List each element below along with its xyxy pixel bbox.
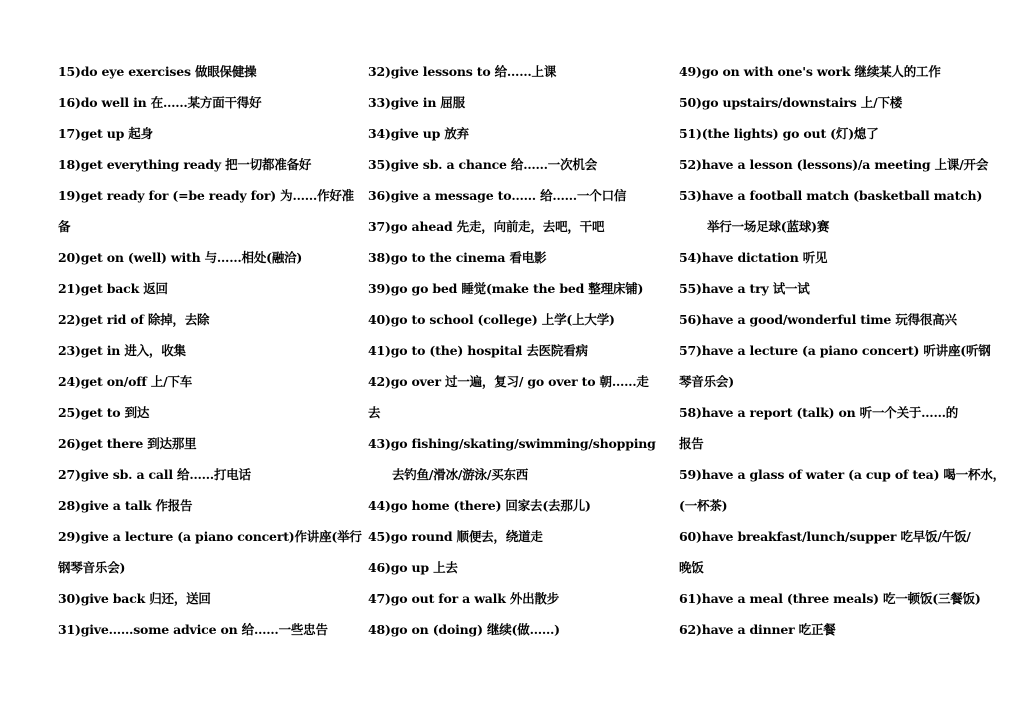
phrase-line: 17)get up 起身 <box>58 126 153 141</box>
phrase-line: 27)give sb. a call 给……打电话 <box>58 467 251 482</box>
phrase-line: 35)give sb. a chance 给……一次机会 <box>368 157 598 172</box>
phrase-line: 15)do eye exercises 做眼保健操 <box>58 64 257 79</box>
phrase-line: 48)go on (doing) 继续(做……) <box>368 622 560 637</box>
phrase-line: 60)have breakfast/lunch/supper 吃早饭/午饭/ <box>679 529 971 544</box>
phrase-line: 26)get there 到达那里 <box>58 436 197 451</box>
phrase-line: 57)have a lecture (a piano concert) 听讲座(听钢 <box>679 343 991 358</box>
phrase-line: 55)have a try 试一试 <box>679 281 810 296</box>
phrase-line: 51)(the lights) go out (灯)熄了 <box>679 126 879 141</box>
phrase-line: 53)have a football match (basketball match) <box>679 188 983 203</box>
phrase-line: 36)give a message to…… 给……一个口信 <box>368 188 627 203</box>
phrase-line: 30)give back 归还，送回 <box>58 591 211 606</box>
phrase-line: 40)go to school (college) 上学(上大学) <box>368 312 615 327</box>
phrase-line: 28)give a talk 作报告 <box>58 498 193 513</box>
phrase-line: 37)go ahead 先走，向前走，去吧，干吧 <box>368 219 605 234</box>
phrase-line: 25)get to 到达 <box>58 405 150 420</box>
phrase-line: 去钓鱼/滑冰/游泳/买东西 <box>392 467 529 482</box>
phrase-line: 晚饭 <box>679 560 704 575</box>
phrase-line: 钢琴音乐会) <box>58 560 126 575</box>
phrase-line: 56)have a good/wonderful time 玩得很高兴 <box>679 312 957 327</box>
phrase-line: 31)give……some advice on 给……一些忠告 <box>58 622 328 637</box>
phrase-line: 琴音乐会) <box>679 374 734 389</box>
phrase-line: 59)have a glass of water (a cup of tea) 喝一杯水， <box>679 467 1005 482</box>
phrase-line: 21)get back 返回 <box>58 281 168 296</box>
phrase-line: 备 <box>58 219 71 234</box>
phrase-line: 22)get rid of 除掉，去除 <box>58 312 210 327</box>
phrase-line: 52)have a lesson (lessons)/a meeting 上课/开会 <box>679 157 989 172</box>
phrase-line: (一杯茶) <box>679 498 728 513</box>
phrase-line: 41)go to (the) hospital 去医院看病 <box>368 343 588 358</box>
phrase-line: 18)get everything ready 把一切都准备好 <box>58 157 312 172</box>
phrase-line: 50)go upstairs/downstairs 上/下楼 <box>679 95 903 110</box>
phrase-line: 54)have dictation 听见 <box>679 250 828 265</box>
phrase-line: 报告 <box>679 436 704 451</box>
phrase-line: 24)get on/off 上/下车 <box>58 374 193 389</box>
phrase-line: 23)get in 进入，收集 <box>58 343 186 358</box>
phrase-line: 20)get on (well) with 与……相处(融洽) <box>58 250 303 265</box>
phrase-line: 42)go over 过一遍，复习/ go over to 朝……走 <box>368 374 649 389</box>
phrase-line: 47)go out for a walk 外出散步 <box>368 591 560 606</box>
phrase-line: 49)go on with one's work 继续某人的工作 <box>679 64 941 79</box>
phrase-line: 16)do well in 在……某方面干得好 <box>58 95 262 110</box>
phrase-line: 43)go fishing/skating/swimming/shopping <box>368 436 656 451</box>
phrase-line: 19)get ready for (=be ready for) 为……作好准 <box>58 188 354 203</box>
phrase-line: 33)give in 屈服 <box>368 95 465 110</box>
phrase-line: 38)go to the cinema 看电影 <box>368 250 547 265</box>
phrase-line: 29)give a lecture (a piano concert)作讲座(举行 <box>58 529 362 544</box>
phrase-line: 62)have a dinner 吃正餐 <box>679 622 836 637</box>
phrase-line: 44)go home (there) 回家去(去那儿) <box>368 498 591 513</box>
phrase-line: 去 <box>368 405 381 420</box>
phrase-line: 46)go up 上去 <box>368 560 458 575</box>
phrase-line: 45)go round 顺便去，绕道走 <box>368 529 543 544</box>
phrase-line: 61)have a meal (three meals) 吃一顿饭(三餐饭) <box>679 591 981 606</box>
phrase-line: 58)have a report (talk) on 听一个关于……的 <box>679 405 959 420</box>
phrase-line: 39)go go bed 睡觉(make the bed 整理床铺) <box>368 281 644 296</box>
phrase-line: 举行一场足球(蓝球)赛 <box>707 219 830 234</box>
phrase-line: 32)give lessons to 给……上课 <box>368 64 557 79</box>
phrase-line: 34)give up 放弃 <box>368 126 469 141</box>
